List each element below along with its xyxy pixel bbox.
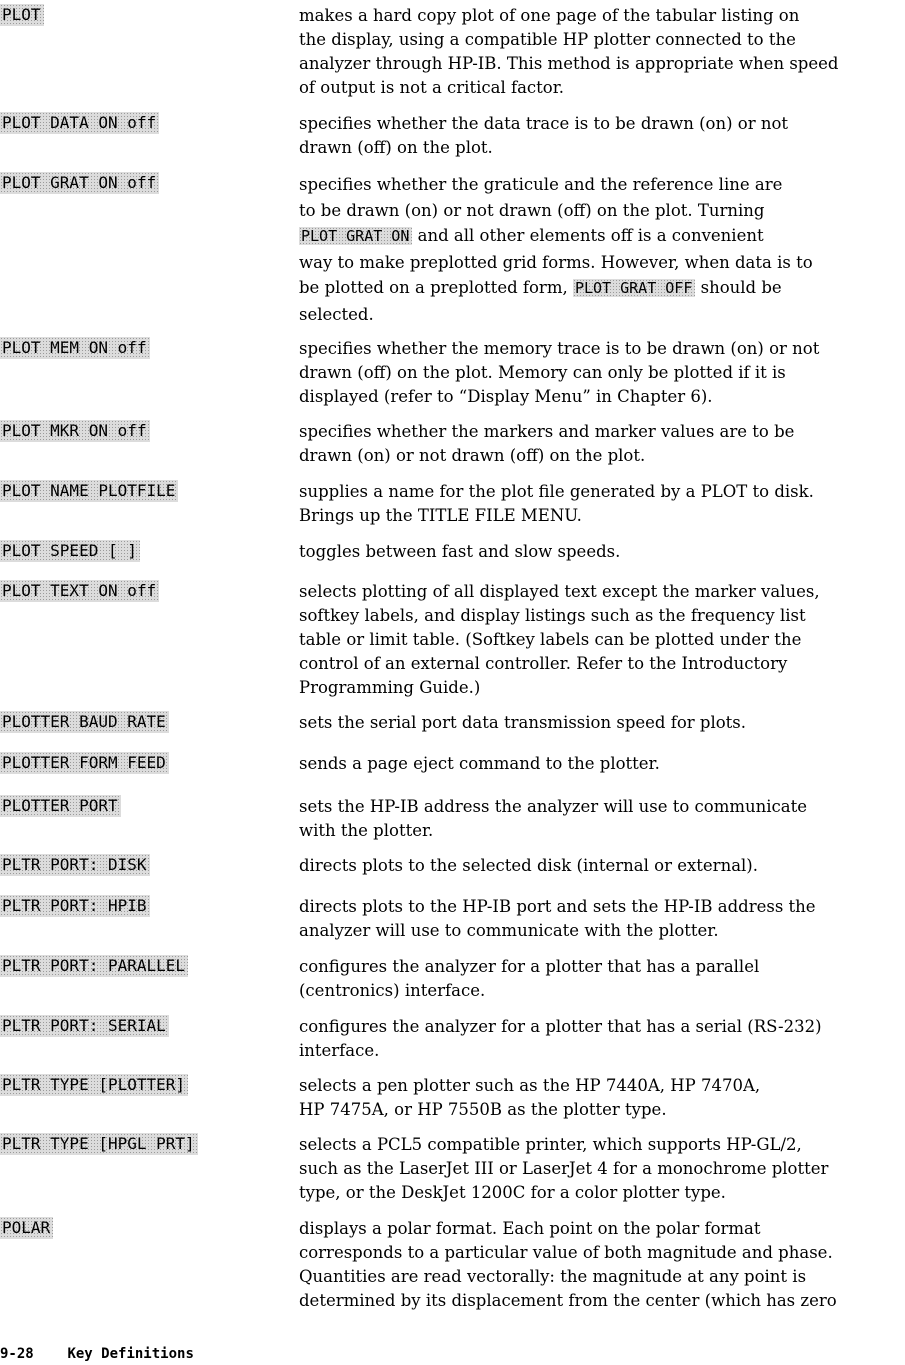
softkey-label: PLTR PORT: SERIAL (0, 1015, 169, 1037)
softkey-label: PLOT DATA ON off (0, 112, 159, 134)
description-line: with the plotter. (299, 821, 434, 840)
description-line: control of an external controller. Refer to the Introductory (299, 654, 788, 673)
key-description (299, 895, 899, 943)
description-line: toggles between fast and slow speeds. (299, 542, 621, 561)
description-line: drawn (on) or not drawn (off) on the plot. (299, 446, 646, 465)
key-description (299, 112, 899, 160)
softkey-label: PLOT SPEED [ ] (0, 540, 140, 562)
description-line: sets the HP-IB address the analyzer will use to communicate (299, 797, 808, 816)
description-line: the display, using a compatible HP plotter connected to the (299, 30, 796, 49)
description-line: displayed (refer to “Display Menu” in Chapter 6). (299, 387, 713, 406)
description-line: of output is not a critical factor. (299, 78, 565, 97)
key-description (299, 711, 899, 735)
page-footer (0, 1344, 194, 1364)
softkey-label: PLOT GRAT ON off (0, 172, 159, 194)
key-description (299, 795, 899, 843)
key-description (299, 955, 899, 1003)
key-description (299, 854, 899, 878)
inline-softkey: PLOT GRAT ON (299, 227, 412, 245)
description-line: makes a hard copy plot of one page of the tabular listing on (299, 6, 800, 25)
softkey-label: PLOT MKR ON off (0, 420, 150, 442)
description-line: selects a PCL5 compatible printer, which supports HP-GL/2, (299, 1135, 802, 1154)
softkey-label: PLOT TEXT ON off (0, 580, 159, 602)
key-description (299, 420, 899, 468)
description-line: type, or the DeskJet 1200C for a color plotter type. (299, 1183, 726, 1202)
description-line: to be drawn (on) or not drawn (off) on the plot. Turning (299, 200, 765, 220)
description-line: selects a pen plotter such as the HP 7440A, HP 7470A, (299, 1076, 761, 1095)
description-line: such as the LaserJet III or LaserJet 4 for a monochrome plotter (299, 1159, 829, 1178)
description-line: supplies a name for the plot file generated by a PLOT to disk. (299, 482, 814, 501)
key-description (299, 4, 899, 100)
description-line: drawn (off) on the plot. Memory can only be plotted if it is (299, 363, 786, 382)
description-line: determined by its displacement from the center (which has zero (299, 1291, 837, 1310)
description-line: specifies whether the data trace is to be drawn (on) or not (299, 114, 789, 133)
softkey-label: PLOTTER BAUD RATE (0, 711, 169, 733)
key-description (299, 480, 899, 528)
page-number: 9-28 (0, 1346, 34, 1362)
description-line: configures the analyzer for a plotter that has a serial (RS-232) (299, 1017, 822, 1036)
description-line: specifies whether the memory trace is to be drawn (on) or not (299, 339, 820, 358)
description-line: displays a polar format. Each point on the polar format (299, 1219, 761, 1238)
description-line: HP 7475A, or HP 7550B as the plotter type. (299, 1100, 667, 1119)
description-line: drawn (off) on the plot. (299, 138, 493, 157)
description-line: specifies whether the markers and marker values are to be (299, 422, 795, 441)
softkey-label: PLOT (0, 4, 44, 26)
key-description (299, 1074, 899, 1122)
key-description (299, 1133, 899, 1205)
key-description (299, 337, 899, 409)
description-line: specifies whether the graticule and the reference line are (299, 175, 783, 194)
description-line: softkey labels, and display listings such as the frequency list (299, 606, 806, 625)
description-line: sets the serial port data transmission speed for plots. (299, 713, 747, 732)
description-line: analyzer through HP-IB. This method is appropriate when speed (299, 54, 839, 73)
key-description (299, 540, 899, 564)
description-line: table or limit table. (Softkey labels can be plotted under the (299, 630, 802, 649)
softkey-label: PLTR TYPE [HPGL PRT] (0, 1133, 198, 1155)
description-line: Quantities are read vectorally: the magnitude at any point is (299, 1267, 807, 1286)
description-line: (centronics) interface. (299, 981, 486, 1000)
description-line: Brings up the TITLE FILE MENU. (299, 506, 582, 525)
description-line: sends a page eject command to the plotter. (299, 754, 660, 773)
description-line: selects plotting of all displayed text except the marker values, (299, 582, 820, 601)
softkey-label: PLTR PORT: DISK (0, 854, 150, 876)
description-line: PLOT GRAT ON and all other elements off is a convenient (301, 226, 764, 246)
key-description (299, 1015, 899, 1063)
description-line: corresponds to a particular value of both magnitude and phase. (299, 1243, 833, 1262)
description-line: be plotted on a preplotted form, PLOT GRAT OFF should be (299, 278, 782, 298)
softkey-label: PLTR TYPE [PLOTTER] (0, 1074, 188, 1096)
softkey-label: PLOT NAME PLOTFILE (0, 480, 178, 502)
description-line: directs plots to the selected disk (internal or external). (299, 856, 758, 875)
key-description (299, 580, 899, 700)
description-line: interface. (299, 1041, 380, 1060)
softkey-label: PLOT MEM ON off (0, 337, 150, 359)
description-line: directs plots to the HP-IB port and sets the HP-IB address the (299, 897, 816, 916)
description-line: selected. (299, 304, 374, 324)
description-line: configures the analyzer for a plotter that has a parallel (299, 957, 760, 976)
key-description (299, 752, 899, 776)
description-line: analyzer will use to communicate with the plotter. (299, 921, 719, 940)
softkey-label: PLOTTER PORT (0, 795, 121, 817)
softkey-label: PLTR PORT: PARALLEL (0, 955, 188, 977)
section-title: Key Definitions (67, 1346, 194, 1362)
softkey-label: POLAR (0, 1217, 53, 1239)
description-line: Programming Guide.) (299, 678, 481, 697)
key-description (299, 1217, 899, 1313)
inline-softkey: PLOT GRAT OFF (573, 279, 695, 297)
softkey-label: PLOTTER FORM FEED (0, 752, 169, 774)
softkey-label: PLTR PORT: HPIB (0, 895, 150, 917)
description-line: way to make preplotted grid forms. However, when data is to (299, 252, 813, 272)
key-description (299, 172, 899, 328)
